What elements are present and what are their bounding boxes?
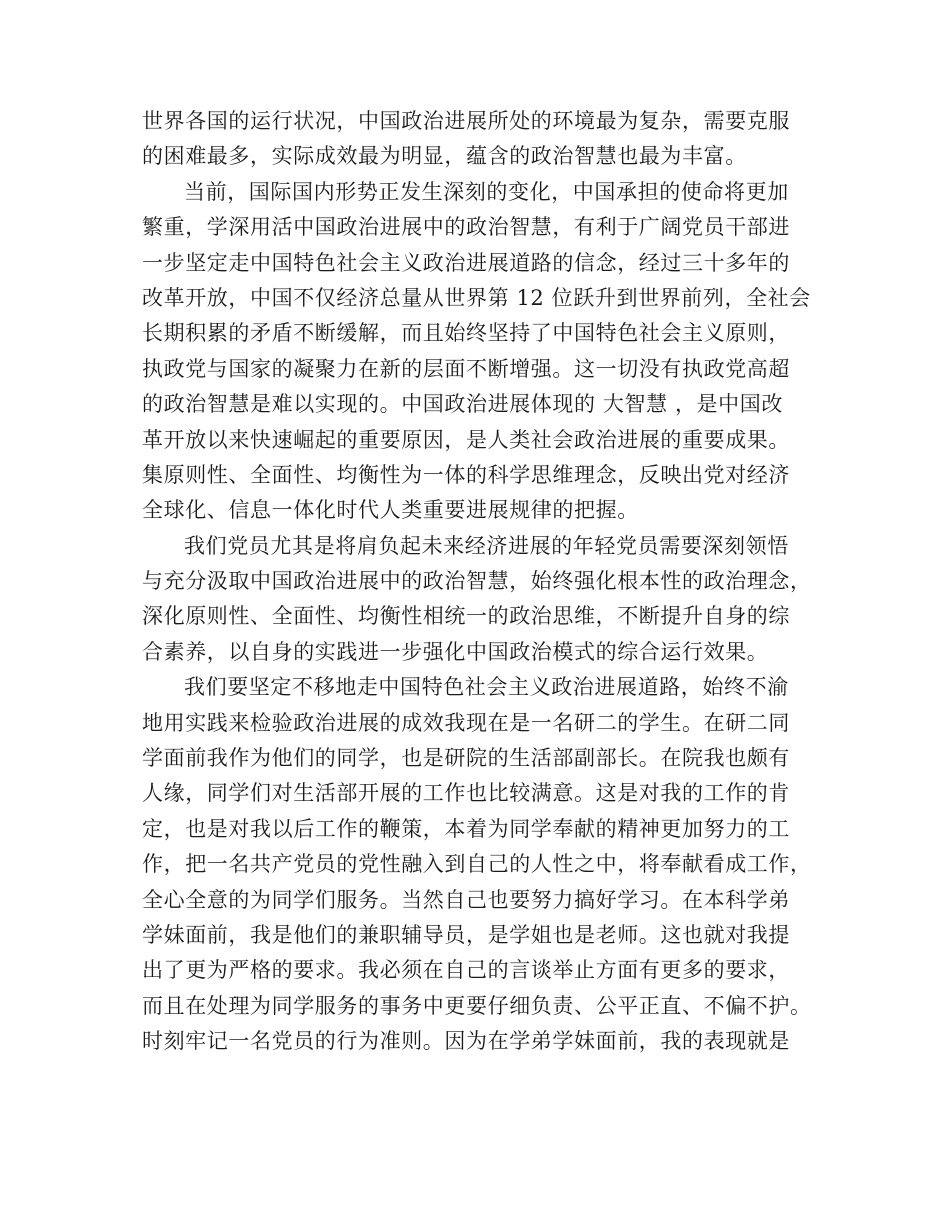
text-line: 地用实践来检验政治进展的成效我现在是一名研二的学生。在研二同 [142,710,790,735]
paragraph-first-line: 我们要坚定不移地走中国特色社会主义政治进展道路，始终不渝 [184,675,789,700]
text-line: 革开放以来快速崛起的重要原因，是人类社会政治进展的重要成果。 [142,427,790,452]
text-line: 作，把一名共产党员的党性融入到自己的人性之中，将奉献看成工作， [142,852,812,877]
text-line: 全心全意的为同学们服务。当然自己也要努力搞好学习。在本科学弟 [142,887,790,912]
text-line: 全球化、信息一体化时代人类重要进展规律的把握。 [142,498,639,523]
paragraph-first-line: 我们党员尤其是将肩负起未来经济进展的年轻党员需要深刻领悟 [184,533,789,558]
text-line: 繁重，学深用活中国政治进展中的政治智慧，有利于广阔党员干部进 [142,215,790,240]
text-line: 的政治智慧是难以实现的。中国政治进展体现的 大智慧 ，是中国改 [142,392,783,417]
text-line: 与充分汲取中国政治进展中的政治智慧，始终强化根本性的政治理念， [142,569,812,594]
text-line: 集原则性、全面性、均衡性为一体的科学思维理念，反映出党对经济 [142,462,790,487]
text-line: 长期积累的矛盾不断缓解，而且始终坚持了中国特色社会主义原则， [142,321,790,346]
body-text [142,104,812,1060]
text-line: 合素养，以自身的实践进一步强化中国政治模式的综合运行效果。 [142,639,769,664]
paragraph-first-line: 当前，国际国内形势正发生深刻的变化，中国承担的使命将更加 [184,179,789,204]
text-line: 世界各国的运行状况，中国政治进展所处的环境最为复杂，需要克服 [142,109,790,133]
text-line: 学妹面前，我是他们的兼职辅导员，是学姐也是老师。这也就对我提 [142,922,790,947]
text-line: 定，也是对我以后工作的鞭策，本着为同学奉献的精神更加努力的工 [142,816,790,841]
text-line: 执政党与国家的凝聚力在新的层面不断增强。这一切没有执政党高超 [142,356,790,381]
text-line: 而且在处理为同学服务的事务中更要仔细负责、公平正直、不偏不护。 [142,993,812,1018]
text-line: 深化原则性、全面性、均衡性相统一的政治思维，不断提升自身的综 [142,604,790,629]
text-line: 时刻牢记一名党员的行为准则。因为在学弟学妹面前，我的表现就是 [142,1029,790,1054]
text-line: 一步坚定走中国特色社会主义政治进展道路的信念，经过三十多年的 [142,250,790,275]
text-line: 出了更为严格的要求。我必须在自己的言谈举止方面有更多的要求， [142,958,790,983]
text-line: 改革开放，中国不仅经济总量从世界第 12 位跃升到世界前列，全社会 [142,285,811,310]
text-line: 的困难最多，实际成效最为明显，蕴含的政治智慧也最为丰富。 [142,144,747,169]
text-line: 人缘，同学们对生活部开展的工作也比较满意。这是对我的工作的肯 [142,781,790,806]
text-line: 学面前我作为他们的同学，也是研院的生活部副部长。在院我也颇有 [142,746,790,771]
